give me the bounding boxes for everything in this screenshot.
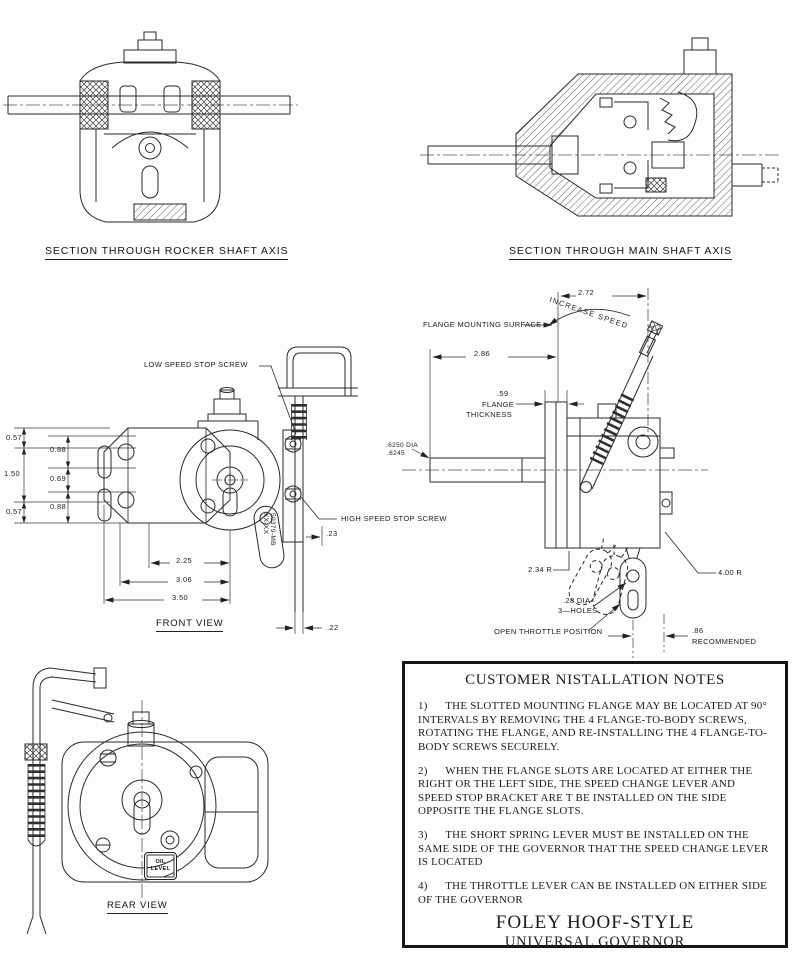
- dim-306: 3.06: [176, 575, 192, 584]
- callout-flange-mounting-surface: FLANGE MOUNTING SURFACE: [423, 320, 542, 329]
- thickness-word: THICKNESS: [466, 410, 513, 419]
- callout-increase-speed: INCREASE SPEED: [548, 295, 630, 331]
- radius-234: 2.34 R: [528, 565, 553, 574]
- dim-057-top: 0.57: [6, 433, 22, 442]
- main-section-drawing: [420, 38, 780, 216]
- title-block: [417, 912, 773, 951]
- dia-lower: .6245: [387, 450, 406, 457]
- rear-view-drawing: [25, 668, 268, 934]
- dim-86: .86: [692, 626, 704, 635]
- dim-59: .59: [497, 389, 509, 398]
- side-view-drawing: [402, 288, 716, 658]
- dim-088-bottom: 0.88: [50, 502, 66, 511]
- customer-installation-notes-box: [402, 661, 788, 951]
- dim-069: 0.69: [50, 474, 66, 483]
- callout-low-speed-stop-screw: LOW SPEED STOP SCREW: [144, 360, 248, 369]
- front-view-drawing: [14, 347, 358, 634]
- caption-rocker-section: SECTION THROUGH ROCKER SHAFT AXIS: [45, 245, 288, 260]
- radius-400: 4.00 R: [718, 568, 743, 577]
- caption-main-section: SECTION THROUGH MAIN SHAFT AXIS: [509, 245, 732, 260]
- part-tag: [261, 513, 276, 546]
- dim-057-bottom: 0.57: [6, 507, 22, 516]
- product-name-line2: UNIVERSAL GOVERNOR: [504, 934, 686, 951]
- dim-272: 2.72: [578, 288, 594, 297]
- note-2: 2) WHEN THE FLANGE SLOTS ARE LOCATED AT EITHER THE RIGHT OR THE LEFT SIDE, THE SPEED CHANGE LEVER AND SPEED STOP BRACKET ARE T BE INSTALLED ON THE SIDE OPPOSITE THE FLANGE SLOTS.: [418, 764, 753, 818]
- note-3: 3) THE SHORT SPRING LEVER MUST BE INSTALLED ON THE SAME SIDE OF THE GOVERNOR THAT THE SPEED CHANGE LEVER IS LOCATED: [418, 829, 769, 869]
- part-tag-line2: XX-XX: [261, 513, 269, 535]
- holes-word: 3—HOLES: [558, 606, 598, 615]
- dim-225: 2.25: [176, 556, 192, 565]
- dim-23: .23: [326, 529, 338, 538]
- dim-286: 2.86: [474, 349, 490, 358]
- caption-rear-view: REAR VIEW: [107, 900, 168, 914]
- oil-level-plate: [144, 852, 177, 880]
- callout-high-speed-stop-screw: HIGH SPEED STOP SCREW: [341, 514, 447, 523]
- part-tag-line1: 50379-MB: [269, 513, 276, 546]
- dim-22: .22: [327, 623, 339, 632]
- dia-upper: .6250 DIA: [386, 442, 419, 449]
- level-word: LEVEL: [150, 866, 171, 872]
- note-1: 1) THE SLOTTED MOUNTING FLANGE MAY BE LOCATED AT 90° INTERVALS BY REMOVING THE 4 FLANGE-TO-BODY SCREWS, ROTATING THE FLANGE, AND RE-INSTALLING THE 4 FLANGE-TO-BODY SCREWS SECURELY.: [418, 700, 768, 753]
- product-name-line1: FOLEY HOOF-STYLE: [495, 912, 695, 934]
- oil-word: OIL: [155, 859, 166, 866]
- flange-word: FLANGE: [482, 400, 515, 409]
- caption-front-view: FRONT VIEW: [156, 618, 223, 632]
- dim-28-dia: .28 DIA: [563, 596, 591, 605]
- callout-open-throttle-position: OPEN THROTTLE POSITION: [494, 627, 603, 636]
- dim-350: 3.50: [172, 593, 188, 602]
- rocker-section-drawing: [3, 32, 298, 222]
- dim-150: 1.50: [4, 469, 20, 478]
- dim-088-top: 0.88: [50, 445, 66, 454]
- note-4: 4) THE THROTTLE LEVER CAN BE INSTALLED ON EITHER SIDE OF THE GOVERNOR: [418, 879, 768, 906]
- recommended-word: RECOMMENDED: [692, 637, 757, 646]
- notes-title: CUSTOMER NISTALLATION NOTES: [465, 672, 725, 688]
